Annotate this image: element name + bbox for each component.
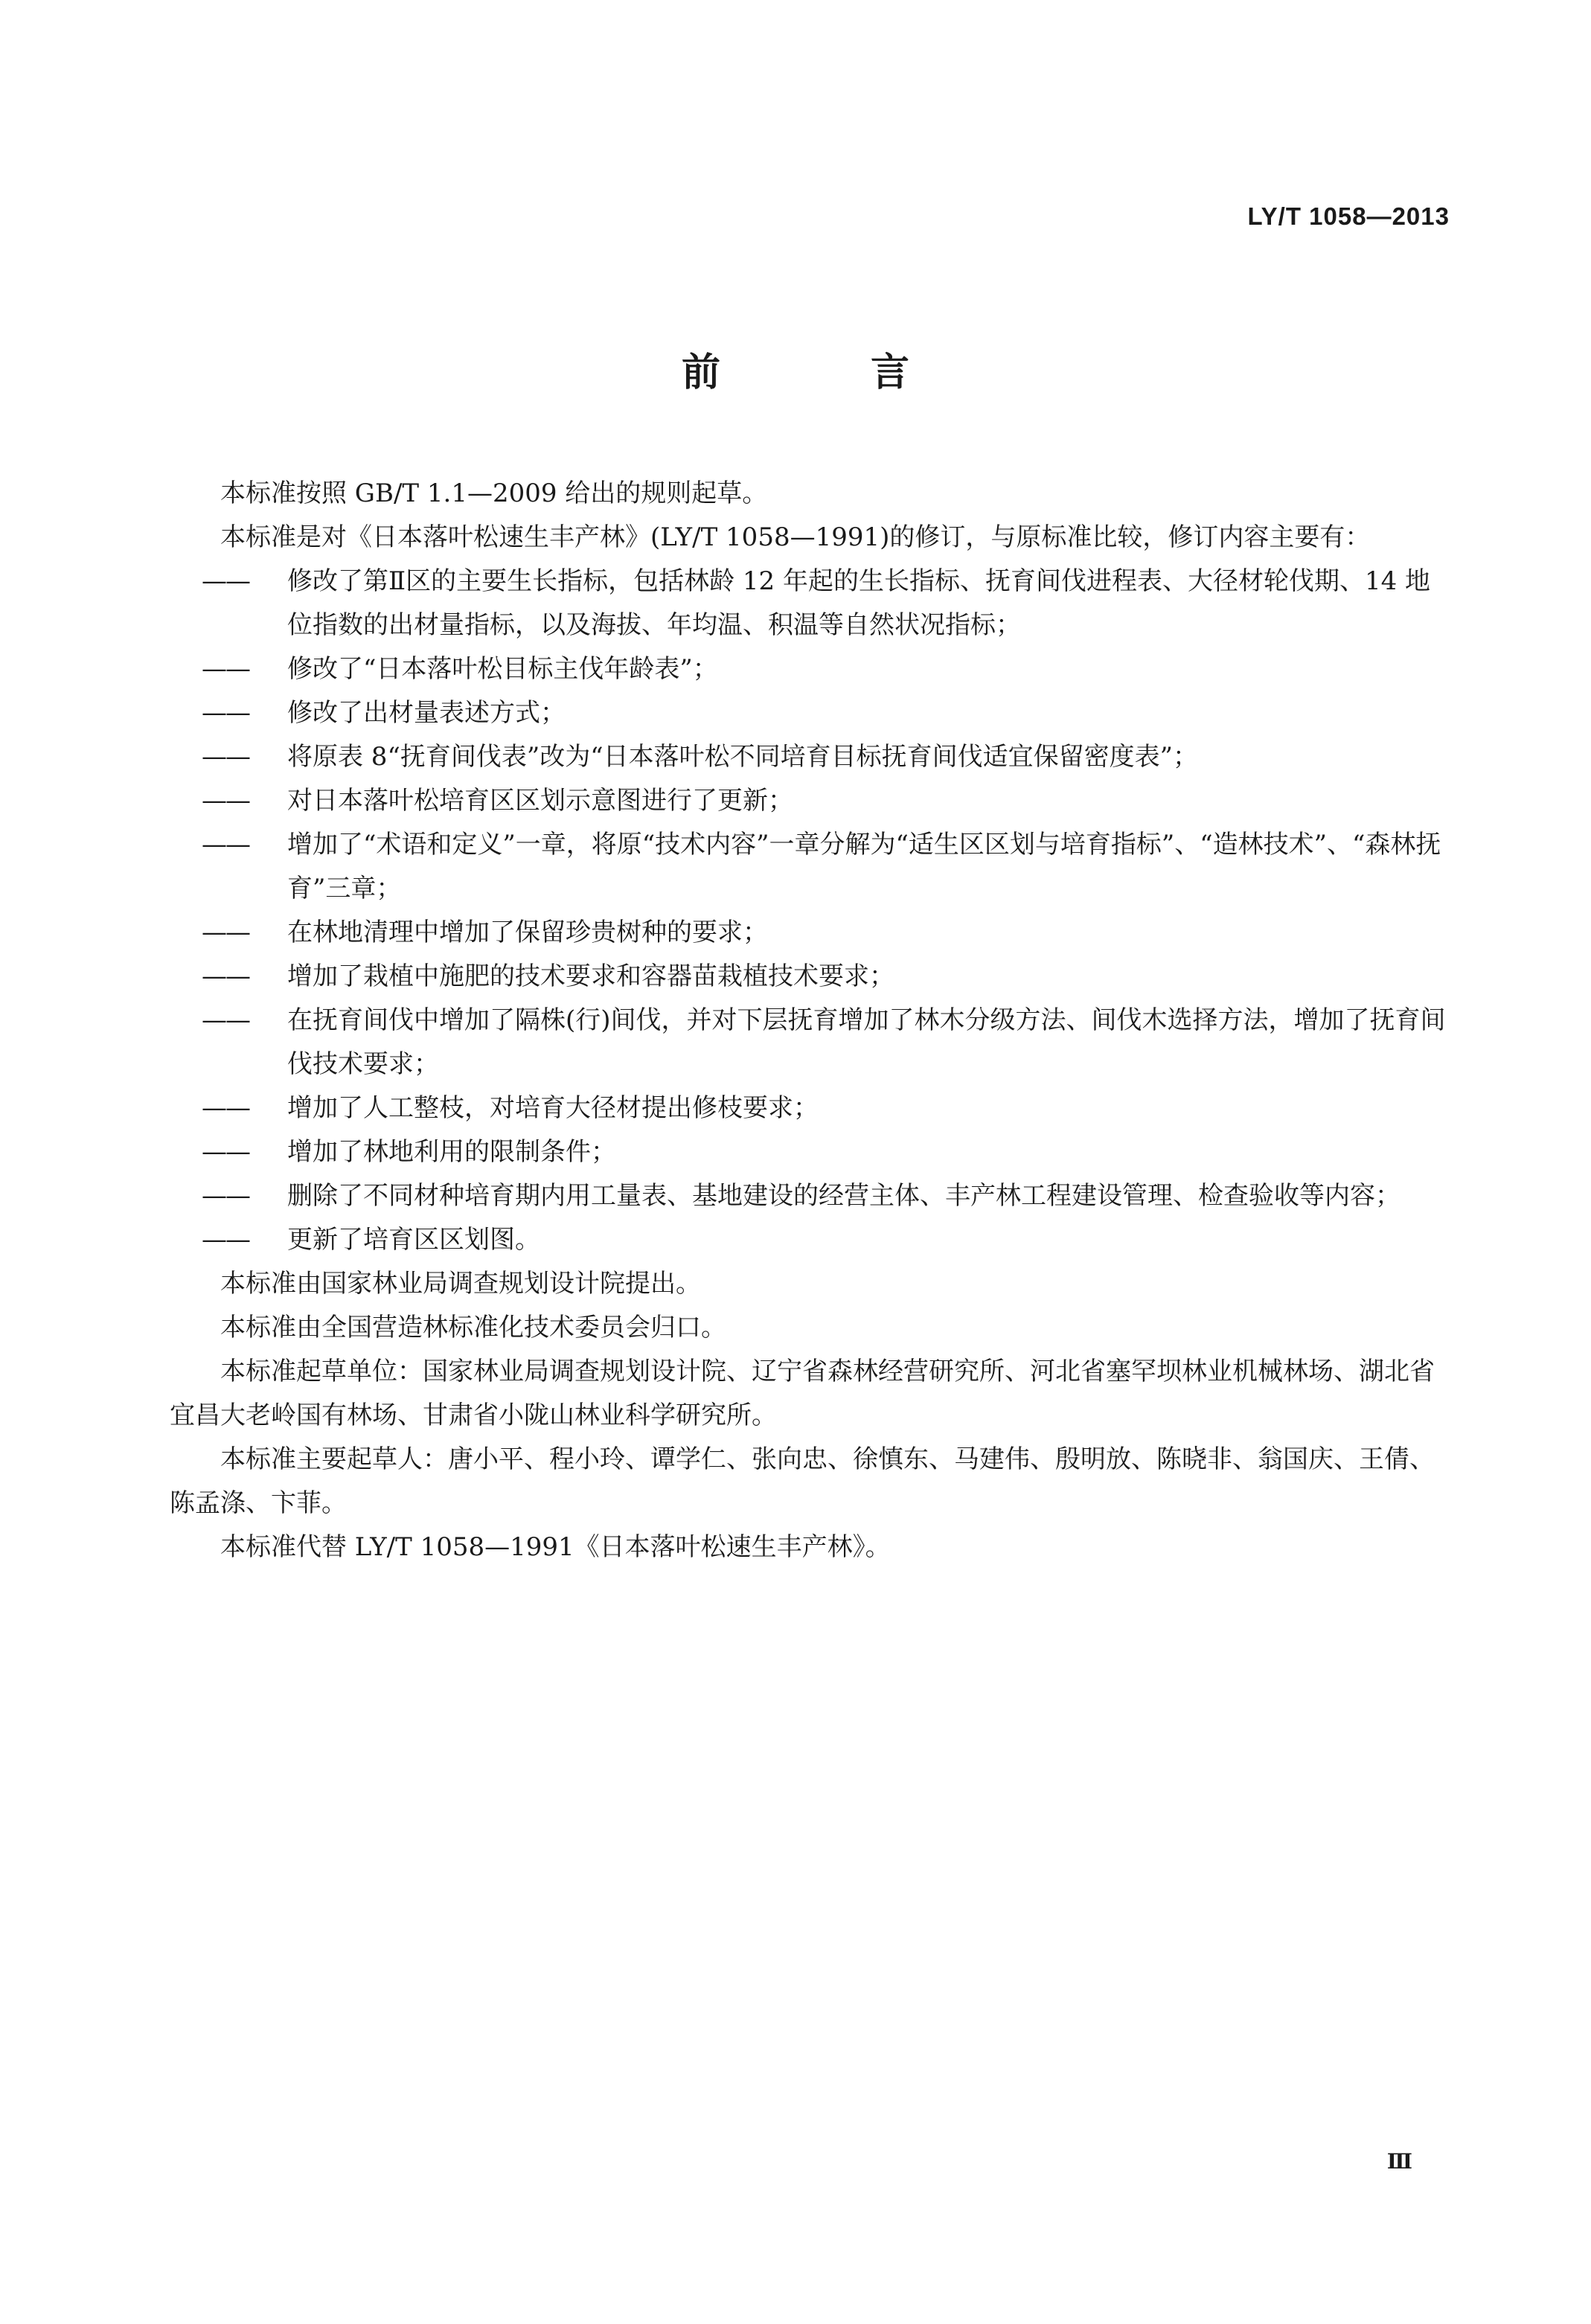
revision-item (170, 779, 1447, 823)
revision-item (170, 735, 1447, 779)
dash-marker: —— (202, 742, 249, 772)
dash-marker: —— (202, 566, 249, 596)
revision-item (170, 955, 1447, 999)
proposer-paragraph: 本标准由国家林业局调查规划设计院提出。 (220, 1269, 701, 1299)
revision-item-text: 增加了栽植中施肥的技术要求和容器苗栽植技术要求； (287, 961, 894, 991)
intro-paragraph-2: 本标准是对《日本落叶松速生丰产林》(LY/T 1058—1991)的修订，与原标准比较，修订内容主要有： (220, 522, 1371, 552)
revision-item-text: 删除了不同材种培育期内用工量表、基地建设的经营主体、丰产林工程建设管理、检查验收等内容； (287, 1181, 1400, 1211)
intro-paragraph-1: 本标准按照 GB/T 1.1—2009 给出的规则起草。 (220, 478, 768, 508)
dash-marker: —— (202, 830, 249, 860)
revision-item (170, 560, 1447, 647)
revision-item-text: 将原表 8“抚育间伐表”改为“日本落叶松不同培育目标抚育间伐适宜保留密度表”； (287, 742, 1198, 772)
revision-item-text: 更新了培育区区划图。 (287, 1225, 540, 1255)
dash-marker: —— (202, 698, 249, 728)
revision-item-text: 在林地清理中增加了保留珍贵树种的要求； (287, 918, 768, 947)
revision-item (170, 647, 1447, 691)
revision-item (170, 1086, 1447, 1130)
revision-item (170, 911, 1447, 955)
standard-code: LY/T 1058—2013 (1247, 202, 1450, 230)
page-number: Ⅲ (1386, 2149, 1412, 2174)
centralized-paragraph: 本标准由全国营造林标准化技术委员会归口。 (220, 1313, 726, 1342)
dash-marker: —— (202, 1005, 249, 1035)
dash-marker: —— (202, 1225, 249, 1255)
page-title: 前 言 (681, 350, 979, 395)
revision-item-text: 修改了“日本落叶松目标主伐年龄表”； (287, 654, 718, 684)
revision-item-text: 增加了“术语和定义”一章，将原“技术内容”一章分解为“适生区区划与培育指标”、“造林技术”、“森林抚育”三章； (287, 830, 1441, 903)
revision-item (170, 1130, 1447, 1174)
revision-item (170, 1174, 1447, 1218)
revision-item (170, 823, 1447, 911)
dash-marker: —— (202, 786, 249, 816)
revision-item (170, 1218, 1447, 1262)
revision-item-text: 修改了第Ⅱ区的主要生长指标，包括林龄 12 年起的生长指标、抚育间伐进程表、大径材轮伐期、14 地位指数的出材量指标，以及海拔、年均温、积温等自然状况指标； (287, 566, 1431, 640)
drafting-units-paragraph: 本标准起草单位：国家林业局调查规划设计院、辽宁省森林经营研究所、河北省塞罕坝林业机械林场、湖北省宜昌大老岭国有林场、甘肃省小陇山林业科学研究所。 (170, 1357, 1435, 1430)
drafters-paragraph: 本标准主要起草人：唐小平、程小玲、谭学仁、张向忠、徐慎东、马建伟、殷明放、陈晓非、翁国庆、王倩、陈孟涤、卞菲。 (170, 1444, 1435, 1518)
revision-item-text: 修改了出材量表述方式； (287, 698, 566, 728)
revision-item (170, 999, 1447, 1086)
revision-item-text: 增加了林地利用的限制条件； (287, 1137, 616, 1167)
revision-item-text: 对日本落叶松培育区区划示意图进行了更新； (287, 786, 793, 816)
dash-marker: —— (202, 918, 249, 947)
dash-marker: —— (202, 961, 249, 991)
revision-item-text: 在抚育间伐中增加了隔株(行)间伐，并对下层抚育增加了林木分级方法、间伐木选择方法，增加了抚育间伐技术要求； (287, 1005, 1446, 1079)
revision-item-text: 增加了人工整枝，对培育大径材提出修枝要求； (287, 1093, 819, 1123)
dash-marker: —— (202, 654, 249, 684)
replaces-paragraph: 本标准代替 LY/T 1058—1991《日本落叶松速生丰产林》。 (220, 1532, 891, 1562)
dash-marker: —— (202, 1137, 249, 1167)
dash-marker: —— (202, 1093, 249, 1123)
revision-item (170, 691, 1447, 735)
dash-marker: —— (202, 1181, 249, 1211)
foreword-body (170, 472, 1447, 1569)
